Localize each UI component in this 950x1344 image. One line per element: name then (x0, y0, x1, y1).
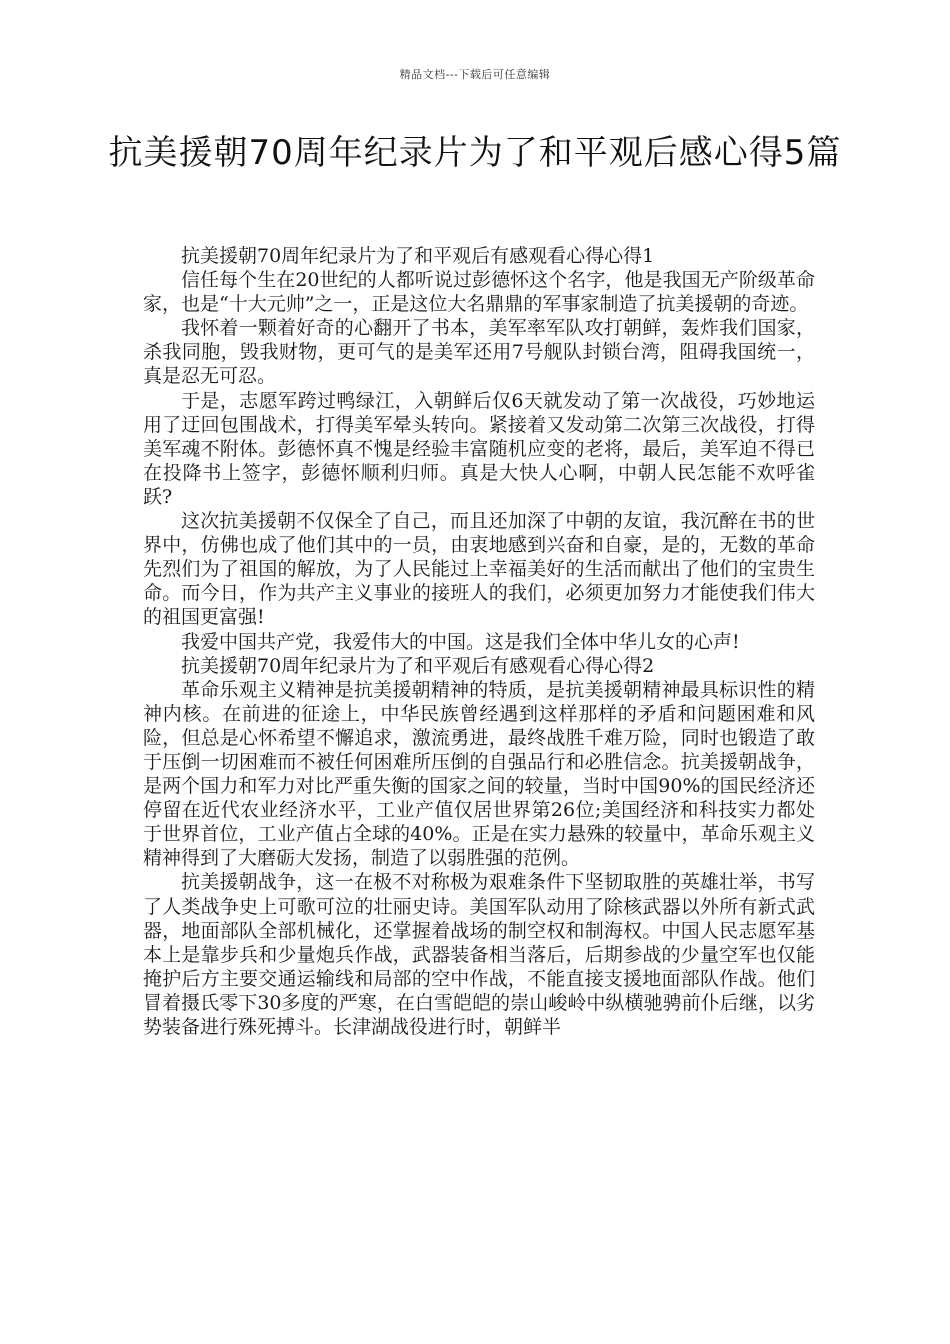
section-heading-1: 抗美援朝70周年纪录片为了和平观后有感观看心得心得1 (181, 245, 655, 267)
body-text (143, 244, 815, 1039)
paragraph: 于是，志愿军跨过鸭绿江，入朝鲜后仅6天就发动了第一次战役，巧妙地运用了迂回包围战术，打得美军晕头转向。紧接着又发动第二次第三次战役，打得美军魂不附体。彭德怀真不愧是经验丰富随机应变的老将，最后，美军迫不得已在投降书上签字，彭德怀顺利归师。真是大快人心啊，中朝人民怎能不欢呼雀跃? (143, 389, 815, 508)
section-heading-2: 抗美援朝70周年纪录片为了和平观后有感观看心得心得2 (181, 654, 655, 677)
paragraph: 革命乐观主义精神是抗美援朝精神的特质，是抗美援朝精神最具标识性的精神内核。在前进的征途上，中华民族曾经遇到这样那样的矛盾和问题困难和风险，但总是心怀希望不懈追求，激流勇进，最终战胜千难万险，同时也锻造了敢于压倒一切困难而不被任何困难所压倒的自强品行和必胜信念。抗美援朝战争，是两个国力和军力对比严重失衡的国家之间的较量，当时中国90%的国民经济还停留在近代农业经济水平，工业产值仅居世界第26位;美国经济和科技实力都处于世界首位，工业产值占全球的40%。正是在实力悬殊的较量中，革命乐观主义精神得到了大磨砺大发扬，制造了以弱胜强的范例。 (143, 678, 815, 870)
paragraph: 这次抗美援朝不仅保全了自己，而且还加深了中朝的友谊，我沉醉在书的世界中，仿佛也成了他们其中的一员，由衷地感到兴奋和自豪，是的，无数的革命先烈们为了祖国的解放，为了人民能过上幸福美好的生活而献出了他们的宝贵生命。而今日，作为共产主义事业的接班人的我们，必须更加努力才能使我们伟大的祖国更富强! (143, 510, 815, 629)
header-note: 精品文档---下载后可任意编辑 (399, 68, 551, 81)
paragraph: 抗美援朝战争，这一在极不对称极为艰难条件下坚韧取胜的英雄壮举，书写了人类战争史上可歌可泣的壮丽史诗。美国军队动用了除核武器以外所有新式武器，地面部队全部机械化，还掌握着战场的制空权和制海权。中国人民志愿军基本上是靠步兵和少量炮兵作战，武器装备相当落后，后期参战的少量空军也仅能掩护后方主要交通运输线和局部的空中作战，不能直接支援地面部队作战。他们冒着摄氏零下30多度的严寒，在白雪皑皑的崇山峻岭中纵横驰骋前仆后继，以劣势装备进行殊死搏斗。长津湖战役进行时，朝鲜半 (143, 871, 815, 1038)
paragraph: 信任每个生在20世纪的人都听说过彭德怀这个名字，他是我国无产阶级革命家，也是“十大元帅”之一，正是这位大名鼎鼎的军事家制造了抗美援朝的奇迹。 (143, 269, 815, 316)
document-title: 抗美援朝70周年纪录片为了和平观后感心得5篇 (108, 133, 842, 173)
paragraph: 我爱中国共产党，我爱伟大的中国。这是我们全体中华儿女的心声! (181, 630, 740, 653)
paragraph: 我怀着一颗着好奇的心翻开了书本，美军率军队攻打朝鲜，轰炸我们国家，杀我同胞，毁我财物，更可气的是美军还用7号舰队封锁台湾，阻碍我国统一，真是忍无可忍。 (143, 317, 815, 388)
